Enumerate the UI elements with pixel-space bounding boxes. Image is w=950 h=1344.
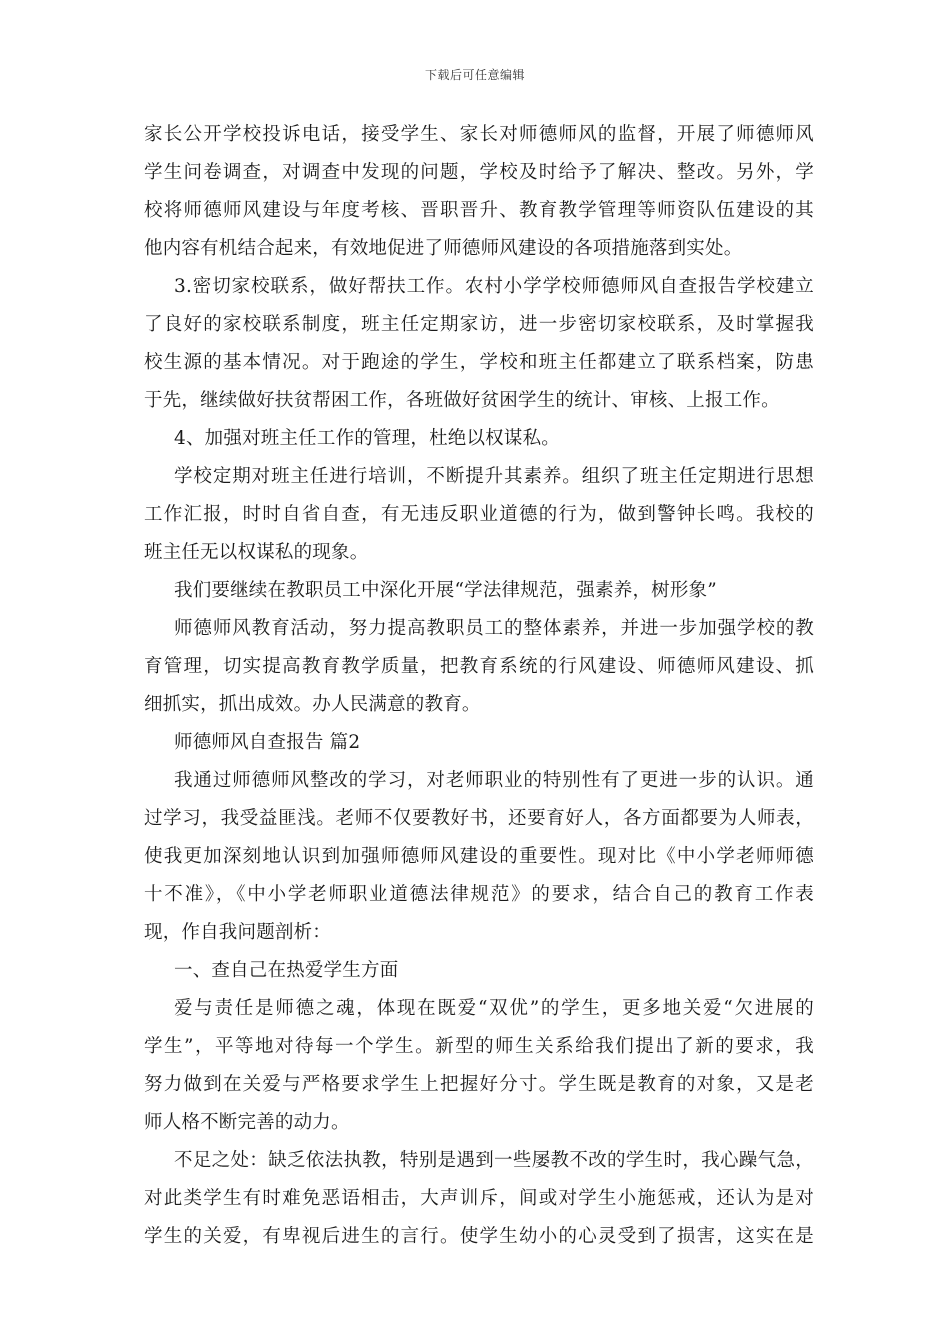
text-line: 师德师风教育活动，努力提高教职员工的整体素养，并进一步加强学校的教	[174, 618, 814, 639]
text-line: 了良好的家校联系制度，班主任定期家访，进一步密切家校联系，及时掌握我	[144, 314, 814, 335]
text-line: 于先，继续做好扶贫帮困工作，各班做好贫困学生的统计、审核、上报工作。	[144, 390, 780, 411]
text-line: 学生问卷调查，对调查中发现的问题，学校及时给予了解决、整改。另外，学	[144, 162, 814, 183]
text-line: 学生”，平等地对待每一个学生。新型的师生关系给我们提出了新的要求，我	[144, 1036, 814, 1057]
text-line: 一、查自己在热爱学生方面	[174, 960, 399, 981]
text-line: 现，作自我问题剖析：	[144, 922, 332, 943]
text-line: 爱与责任是师德之魂，体现在既爱“双优”的学生，更多地关爱“欠进展的	[174, 998, 814, 1019]
text-line: 使我更加深刻地认识到加强师德师风建设的重要性。现对比《中小学老师师德	[144, 846, 814, 867]
text-line: 努力做到在关爱与严格要求学生上把握好分寸。学生既是教育的对象，又是老	[144, 1074, 814, 1095]
text-line: 校生源的基本情况。对于跑途的学生，学校和班主任都建立了联系档案，防患	[144, 352, 814, 373]
text-line: 3.密切家校联系，做好帮扶工作。农村小学学校师德师风自查报告学校建立	[174, 276, 814, 297]
text-line: 学生的关爱，有卑视后进生的言行。使学生幼小的心灵受到了损害，这实在是	[144, 1226, 814, 1247]
text-line: 工作汇报，时时自省自查，有无违反职业道德的行为，做到警钟长鸣。我校的	[144, 504, 814, 525]
text-line: 对此类学生有时难免恶语相击，大声训斥，间或对学生小施惩戒，还认为是对	[144, 1188, 814, 1209]
text-line: 师人格不断完善的动力。	[144, 1112, 350, 1133]
text-line: 学校定期对班主任进行培训，不断提升其素养。组织了班主任定期进行思想	[174, 466, 814, 487]
text-line: 不足之处：缺乏依法执教，特别是遇到一些屡教不改的学生时，我心躁气急，	[174, 1150, 814, 1171]
text-line: 师德师风自查报告 篇2	[174, 732, 361, 753]
text-line: 我们要继续在教职员工中深化开展“学法律规范，强素养，树形象”	[174, 580, 717, 601]
text-line: 我通过师德师风整改的学习，对老师职业的特别性有了更进一步的认识。通	[174, 770, 814, 791]
text-line: 过学习，我受益匪浅。老师不仅要教好书，还要育好人，各方面都要为人师表，	[144, 808, 814, 829]
text-line: 家长公开学校投诉电话，接受学生、家长对师德师风的监督，开展了师德师风	[144, 124, 814, 145]
text-line: 十不准》，《中小学老师职业道德法律规范》的要求，结合自己的教育工作表	[144, 884, 814, 905]
header-note: 下载后可任意编辑	[424, 68, 525, 82]
text-line: 他内容有机结合起来，有效地促进了师德师风建设的各项措施落到实处。	[144, 238, 743, 259]
text-line: 校将师德师风建设与年度考核、晋职晋升、教育教学管理等师资队伍建设的其	[144, 200, 814, 221]
text-line: 班主任无以权谋私的现象。	[144, 542, 369, 563]
text-line: 育管理，切实提高教育教学质量，把教育系统的行风建设、师德师风建设、抓	[144, 656, 814, 677]
text-line: 细抓实，抓出成效。办人民满意的教育。	[144, 694, 481, 715]
text-line: 4、加强对班主任工作的管理，杜绝以权谋私。	[174, 428, 560, 449]
document-body	[144, 116, 814, 1256]
